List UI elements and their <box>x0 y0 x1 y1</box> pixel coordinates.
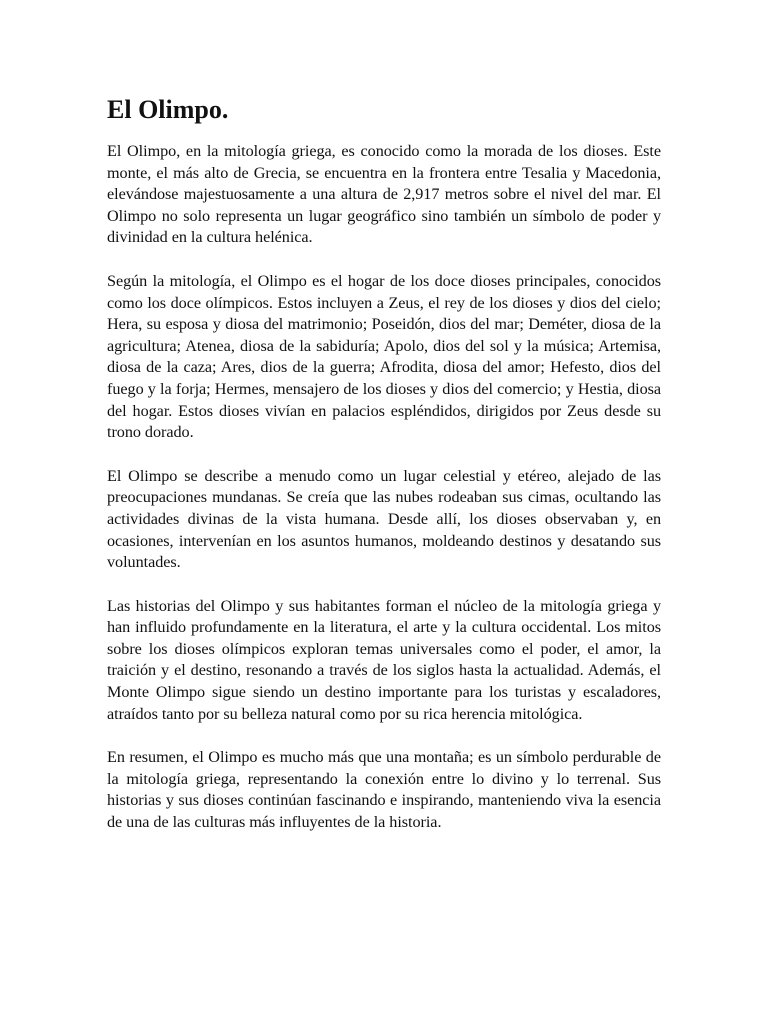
paragraph-twelve-olympians: Según la mitología, el Olimpo es el hogar de los doce dioses principales, conocidos como los doce olímpicos. Estos incluyen a Zeus, el rey de los dioses y dios del cielo; Hera, su esposa y diosa del matrimonio; Poseidón, dios del mar; Deméter, diosa de la agricultura; Atenea, diosa de la sabiduría; Apolo, dios del sol y la música; Artemisa, diosa de la caza; Ares, dios de la guerra; Afrodita, diosa del amor; Hefesto, dios del fuego y la forja; Hermes, mensajero de los dioses y dios del comercio; y Hestia, diosa del hogar. Estos dioses vivían en palacios espléndidos, dirigidos por Zeus desde su trono dorado. <box>107 271 661 442</box>
paragraph-conclusion: En resumen, el Olimpo es mucho más que una montaña; es un símbolo perdurable de la mitología griega, representando la conexión entre lo divino y lo terrenal. Sus historias y sus dioses continúan fascinando e inspirando, manteniendo viva la esencia de una de las culturas más influyentes de la historia. <box>107 748 661 832</box>
document-title: El Olimpo. <box>107 95 229 124</box>
paragraph-celestial-place: El Olimpo se describe a menudo como un lugar celestial y etéreo, alejado de las preocupaciones mundanas. Se creía que las nubes rodeaban sus cimas, ocultando las actividades divinas de la vista humana. Desde allí, los dioses observaban y, en ocasiones, intervenían en los asuntos humanos, moldeando destinos y desatando sus voluntades. <box>107 466 661 572</box>
document-body <box>107 92 661 856</box>
paragraph-cultural-influence: Las historias del Olimpo y sus habitantes forman el núcleo de la mitología griega y han influido profundamente en la literatura, el arte y la cultura occidental. Los mitos sobre los dioses olímpicos exploran temas universales como el poder, el amor, la traición y el destino, resonando a través de los siglos hasta la actualidad. Además, el Monte Olimpo sigue siendo un destino importante para los turistas y escaladores, atraídos tanto por su belleza natural como por su rica herencia mitológica. <box>107 596 661 723</box>
paragraph-introduction: El Olimpo, en la mitología griega, es conocido como la morada de los dioses. Este monte, el más alto de Grecia, se encuentra en la frontera entre Tesalia y Macedonia, elevándose majestuosamente a una altura de 2,917 metros sobre el nivel del mar. El Olimpo no solo representa un lugar geográfico sino también un símbolo de poder y divinidad en la cultura helénica. <box>107 142 661 247</box>
